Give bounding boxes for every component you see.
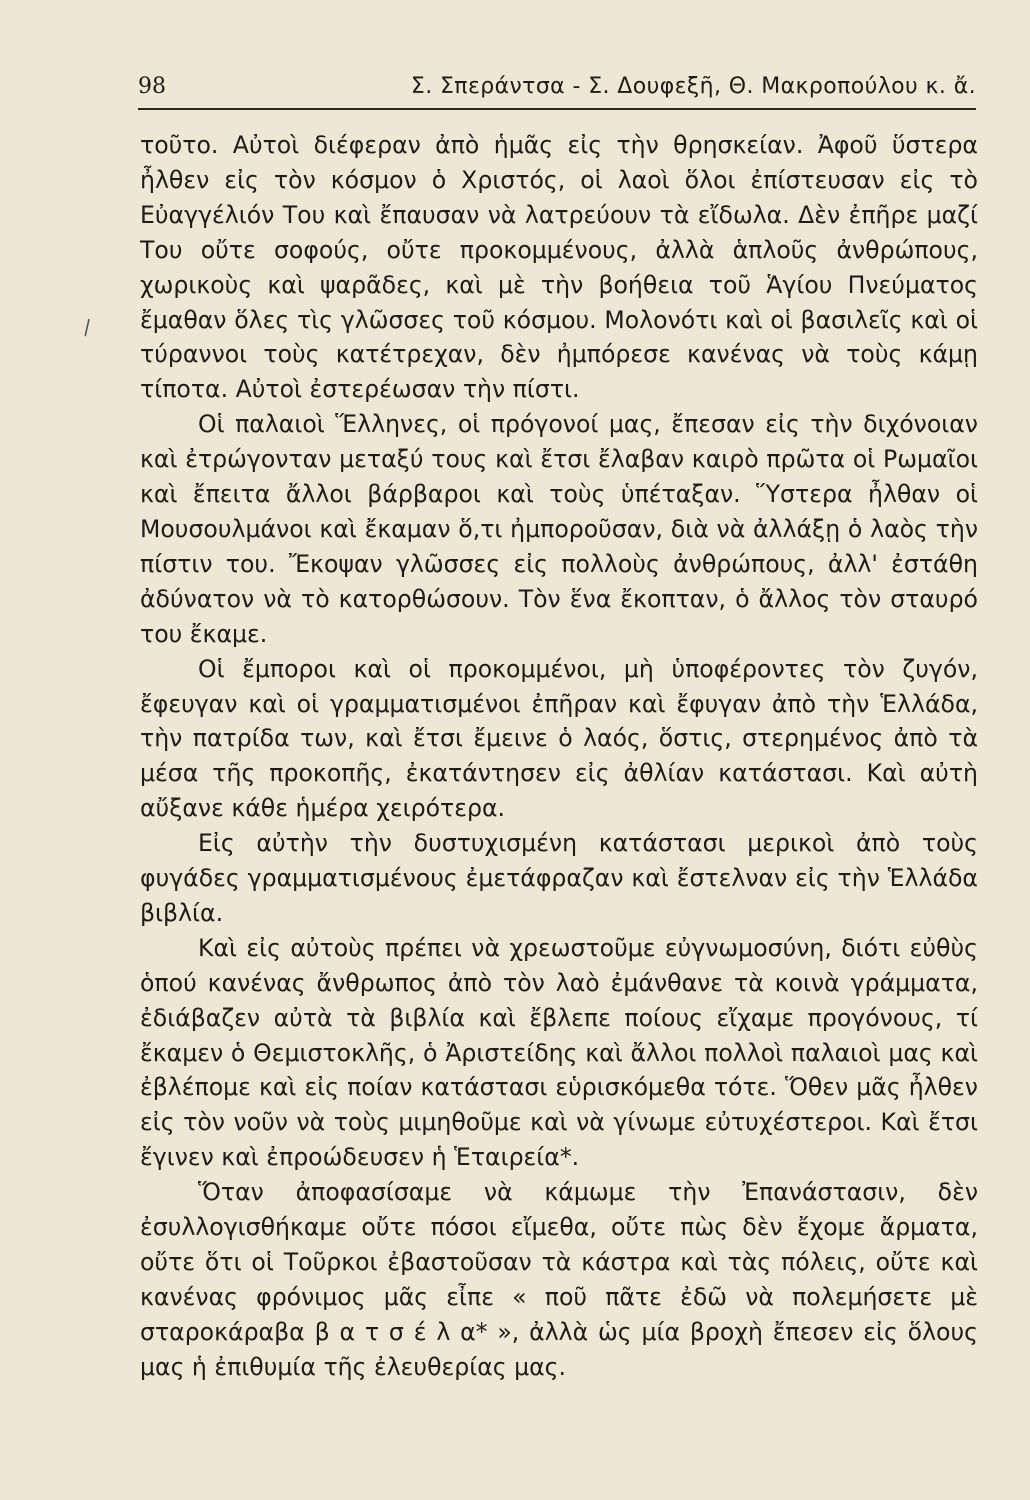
paragraph-6: Ὅταν ἀποφασίσαμε νὰ κάμωμε τὴν Ἐπανάστασιν, δὲν ἐσυλλογισθήκαμε οὔτε πόσοι εἴμεθα, οὔτε πὼς δὲν ἔχομε ἄρματα, οὔτε ὅτι οἱ Τοῦρκοι ἐβαστοῦσαν τὰ κάστρα καὶ τὰς πόλεις, οὔτε καὶ κανένας φρόνιμος μᾶς εἶπε « ποῦ πᾶτε ἐδῶ νὰ πολεμήσετε μὲ σταροκάραβα β α τ σ έ λ α* », ἀλλὰ ὡς μία βροχὴ ἔπεσεν εἰς ὅλους μας ἡ ἐπιθυμία τῆς ἐλευθερίας μας. xyxy=(140,1178,978,1381)
body-text xyxy=(140,128,978,1385)
paragraph-5: Καὶ εἰς αὐτοὺς πρέπει νὰ χρεωστοῦμε εὐγνωμοσύνη, διότι εὐθὺς ὁπού κανένας ἄνθρωπος ἀπὸ τὸν λαὸ ἐμάνθανε τὰ κοινὰ γράμματα, ἐδιάβαζεν αὐτὰ τὰ βιβλία καὶ ἔβλεπε ποίους εἴχαμε προγόνους, τί ἔκαμεν ὁ Θεμιστοκλῆς, ὁ Ἀριστείδης καὶ ἄλλοι πολλοὶ παλαιοὶ μας καὶ ἐβλέπομε καὶ εἰς ποίαν κατάστασι εὑρισκόμεθα τότε. Ὅθεν μᾶς ἦλθεν εἰς τὸν νοῦν νὰ τοὺς μιμηθοῦμε καὶ νὰ γίνωμε εὐτυχέστεροι. Καὶ ἔτσι ἔγινεν καὶ ἐπροώδευσεν ἡ Ἑταιρεία*. xyxy=(140,933,978,1172)
margin-pencil-mark: \ xyxy=(78,314,97,340)
paragraph-3: Οἱ ἔμποροι καὶ οἱ προκομμένοι, μὴ ὑποφέροντες τὸν ζυγόν, ἔφευγαν καὶ οἱ γραμματισμένοι ἐπῆραν καὶ ἔφυγαν ἀπὸ τὴν Ἑλλάδα, τὴν πατρίδα των, καὶ ἔτσι ἔμεινε ὁ λαός, ὅστις, στερημένος ἀπὸ τὰ μέσα τῆς προκοπῆς, ἐκατάντησεν εἰς ἀθλίαν κατάστασι. Καὶ αὐτὴ αὔξανε κάθε ἡμέρα χειρότερα. xyxy=(140,654,978,823)
paragraph-4: Εἰς αὐτὴν τὴν δυστυχισμένη κατάστασι μερικοὶ ἀπὸ τοὺς φυγάδες γραμματισμένους ἐμετάφραζαν καὶ ἔστελναν εἰς τὴν Ἑλλάδα βιβλία. xyxy=(140,829,978,927)
running-title: Σ. Σπεράντσα - Σ. Δουφεξῆ, Θ. Μακροπούλου κ. ἄ. xyxy=(410,74,976,99)
paragraph-2: Οἱ παλαιοὶ Ἕλληνες, οἱ πρόγονοί μας, ἔπεσαν εἰς τὴν διχόνοιαν καὶ ἐτρώγονταν μεταξύ τους καὶ ἔτσι ἔλαβαν καιρὸ πρῶτα οἱ Ρωμαῖοι καὶ ἔπειτα ἄλλοι βάρβαροι καὶ τοὺς ὑπέταξαν. Ὕστερα ἦλθαν οἱ Μουσουλμάνοι καὶ ἔκαμαν ὅ,τι ἠμποροῦσαν, διὰ νὰ ἀλλάξῃ ὁ λαὸς τὴν πίστιν του. Ἔκοψαν γλῶσσες εἰς πολλοὺς ἀνθρώπους, ἀλλ' ἐστάθη ἀδύνατον νὰ τὸ κατορθώσουν. Τὸν ἕνα ἔκοπταν, ὁ ἄλλος τὸν σταυρό του ἔκαμε. xyxy=(140,410,978,648)
header-rule xyxy=(138,108,976,110)
page-header xyxy=(138,72,976,108)
paragraph-1: τοῦτο. Αὐτοὶ διέφεραν ἀπὸ ἡμᾶς εἰς τὴν θρησκείαν. Ἀφοῦ ὕστερα ἦλθεν εἰς τὸν κόσμον ὁ Χριστός, οἱ λαοὶ ὅλοι ἐπίστευσαν εἰς τὸ Εὐαγγέλιόν Του καὶ ἔπαυσαν νὰ λατρεύουν τὰ εἴδωλα. Δὲν ἐπῆρε μαζί Του οὔτε σοφούς, οὔτε προκομμένους, ἀλλὰ ἁπλοῦς ἀνθρώπους, χωρικοὺς καὶ ψαρᾶδες, καὶ μὲ τὴν βοήθεια τοῦ Ἁγίου Πνεύματος ἔμαθαν ὅλες τὶς γλῶσσες τοῦ κόσμου. Μολονότι καὶ οἱ βασιλεῖς καὶ οἱ τύραννοι τοὺς κατέτρεχαν, δὲν ἠμπόρεσε κανένας νὰ τοὺς κάμῃ τίποτα. Αὐτοὶ ἐστερέωσαν τὴν πίστι. xyxy=(140,131,978,404)
page-number: 98 xyxy=(138,74,166,99)
